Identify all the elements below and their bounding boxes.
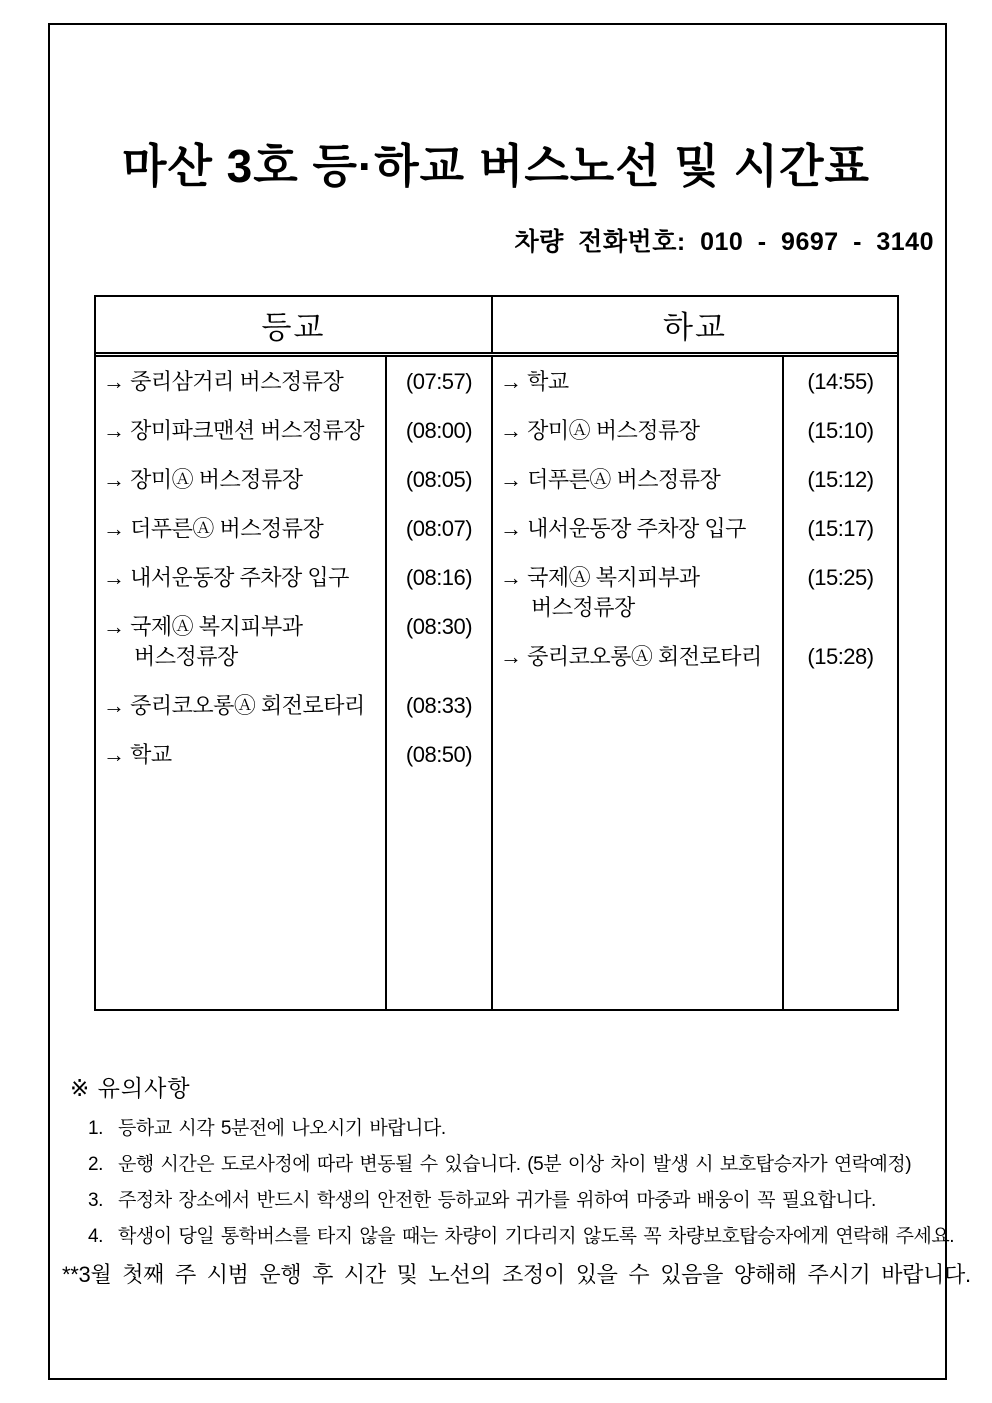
- stop-row: [96, 691, 491, 721]
- stop-name: [493, 642, 784, 672]
- stop-name-line1: → 중리코오롱Ⓐ 회전로타리: [500, 644, 762, 669]
- note-number: 4.: [88, 1226, 103, 1247]
- stop-time: (08:16): [405, 565, 473, 590]
- stop-row: [493, 367, 897, 397]
- stop-name: [96, 367, 387, 397]
- stop-name: [96, 416, 387, 446]
- notes-section: [70, 1070, 954, 1261]
- stop-row: [493, 563, 897, 623]
- stop-row: [96, 563, 491, 593]
- stop-row: [96, 514, 491, 544]
- stop-time: (07:57): [405, 369, 473, 394]
- stop-time: (08:50): [405, 742, 473, 767]
- note-text: 등하교 시각 5분전에 나오시기 바랍니다.: [118, 1118, 446, 1139]
- stop-name-line1: → 내서운동장 주차장 입구: [500, 516, 746, 541]
- stop-row: [493, 465, 897, 495]
- stop-time: (08:05): [405, 467, 473, 492]
- stop-name: [96, 612, 387, 672]
- stop-name-line1: → 장미Ⓐ 버스정류장: [500, 418, 700, 443]
- stop-name-line1: → 중리코오롱Ⓐ 회전로타리: [103, 693, 365, 718]
- stop-name-line1: → 국제Ⓐ 복지피부과: [103, 614, 303, 639]
- stop-name-line1: → 중리삼거리 버스정류장: [103, 369, 344, 394]
- stop-time: (15:28): [807, 644, 874, 669]
- stop-name-line1: → 내서운동장 주차장 입구: [103, 565, 349, 590]
- stop-time: (15:10): [807, 418, 874, 443]
- stop-name-line1: → 국제Ⓐ 복지피부과: [500, 565, 700, 590]
- stop-name: [493, 563, 784, 623]
- stop-name: [493, 416, 784, 446]
- stop-row: [96, 465, 491, 495]
- note-item: [88, 1153, 936, 1176]
- note-item: [88, 1225, 954, 1248]
- stop-time: (08:33): [405, 693, 473, 718]
- stop-time: (08:30): [405, 614, 473, 639]
- stop-time: (15:25): [807, 565, 874, 590]
- notes-heading: ※ 유의사항: [70, 1075, 191, 1101]
- stop-row: [96, 740, 491, 770]
- note-number: 3.: [88, 1190, 103, 1211]
- notes-list: [70, 1117, 954, 1248]
- stop-name-line2: 버스정류장: [134, 644, 238, 669]
- stop-name: [96, 465, 387, 495]
- column-from-school: [493, 357, 897, 1009]
- note-number: 1.: [88, 1118, 103, 1139]
- timetable-body: [96, 357, 897, 1009]
- stop-row: [96, 416, 491, 446]
- stop-time: (15:12): [807, 467, 874, 492]
- column-divider-line: [385, 357, 387, 1009]
- stop-name-line1: → 학교: [500, 369, 569, 394]
- stop-name-line1: → 장미Ⓐ 버스정류장: [103, 467, 303, 492]
- stop-name-line1: → 학교: [103, 742, 172, 767]
- bus-timetable: [94, 295, 899, 1011]
- note-text: 운행 시간은 도로사정에 따라 변동될 수 있습니다. (5분 이상 차이 발생 시 보호탑승자가 연락예정): [118, 1154, 912, 1175]
- note-item: [88, 1189, 936, 1212]
- stop-row: [493, 514, 897, 544]
- stop-name-line2: 버스정류장: [531, 595, 635, 620]
- stop-name: [96, 740, 387, 770]
- column-divider-line: [782, 357, 784, 1009]
- column-to-school: [96, 357, 493, 1009]
- stop-name: [493, 367, 784, 397]
- stop-name-line1: → 더푸른Ⓐ 버스정류장: [500, 467, 721, 492]
- stop-row: [96, 612, 491, 672]
- stop-name: [493, 514, 784, 544]
- header-from-school: 하교: [663, 310, 727, 345]
- stop-name: [96, 563, 387, 593]
- footer-note: **3월 첫째 주 시범 운행 후 시간 및 노선의 조정이 있을 수 있음을 양해해 주시기 바랍니다.: [62, 1262, 971, 1287]
- note-text: 학생이 당일 통학버스를 타지 않을 때는 차량이 기다리지 않도록 꼭 차량보호탑승자에게 연락해 주세요.: [118, 1226, 954, 1247]
- stop-name: [493, 465, 784, 495]
- stop-time: (08:07): [405, 516, 473, 541]
- note-item: [88, 1117, 936, 1140]
- stop-name: [96, 691, 387, 721]
- header-to-school: 등교: [96, 297, 493, 352]
- note-number: 2.: [88, 1154, 103, 1175]
- stop-time: (14:55): [807, 369, 874, 394]
- stop-name-line1: → 장미파크맨션 버스정류장: [103, 418, 364, 443]
- page-title: 마산 3호 등·하교 버스노선 및 시간표: [122, 140, 870, 192]
- vehicle-phone-number: 차량 전화번호: 010 - 9697 - 3140: [514, 228, 934, 256]
- stop-row: [96, 367, 491, 397]
- stop-time: (08:00): [405, 418, 473, 443]
- stop-name-line1: → 더푸른Ⓐ 버스정류장: [103, 516, 324, 541]
- note-text: 주정차 장소에서 반드시 학생의 안전한 등하교와 귀가를 위하여 마중과 배웅이 꼭 필요합니다.: [118, 1190, 876, 1211]
- stop-row: [493, 642, 897, 672]
- stop-name: [96, 514, 387, 544]
- stop-row: [493, 416, 897, 446]
- timetable-header-row: [96, 297, 897, 357]
- stop-time: (15:17): [807, 516, 874, 541]
